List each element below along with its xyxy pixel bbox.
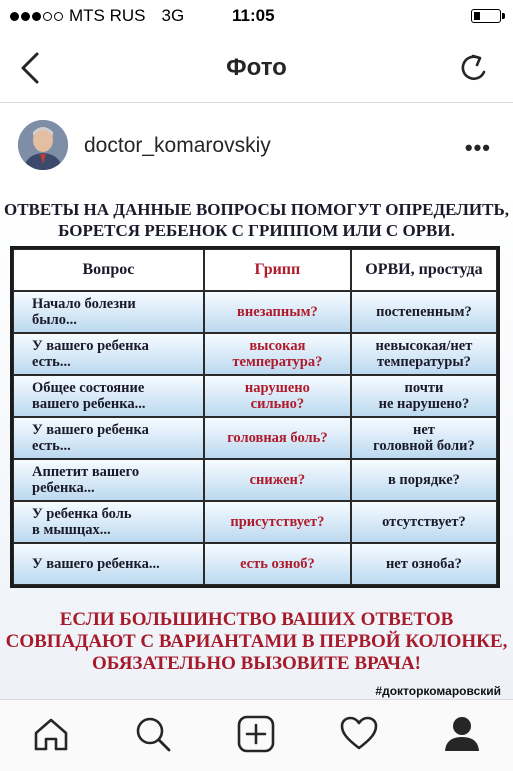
cell-line: внезапным?: [237, 304, 318, 320]
table-row: [13, 291, 497, 333]
signal-strength-icon: [10, 12, 63, 21]
cold-cell: [351, 417, 497, 459]
cell-line: Аппетит вашего: [32, 464, 140, 480]
table-row: [13, 333, 497, 375]
table-row: [13, 543, 497, 585]
cell-line: есть озноб?: [240, 556, 315, 572]
header-cold: ОРВИ, простуда: [351, 249, 497, 291]
cell-line: нарушено: [244, 380, 310, 396]
cell-line: есть...: [32, 354, 71, 370]
cell-line: постепенным?: [376, 304, 472, 320]
cell-line: головная боль?: [227, 430, 328, 446]
cell-line: было...: [32, 312, 77, 328]
table-row: [13, 459, 497, 501]
question-cell: [13, 543, 204, 585]
heart-icon: [339, 714, 379, 754]
hashtag: #докторкомаровский: [375, 684, 501, 698]
signal-dot: [43, 12, 52, 21]
cold-cell: [351, 333, 497, 375]
question-cell: [13, 417, 204, 459]
flu-cell: [204, 375, 351, 417]
cell-line: в мышцах...: [32, 522, 111, 538]
title-line: ОТВЕТЫ НА ДАННЫЕ ВОПРОСЫ ПОМОГУТ ОПРЕДЕЛИТЬ,: [4, 200, 509, 219]
cold-cell: [351, 375, 497, 417]
cell-line: в порядке?: [387, 472, 460, 488]
cell-line: не нарушено?: [378, 396, 470, 412]
refresh-button[interactable]: [457, 50, 491, 86]
tab-bar: [0, 699, 513, 771]
cell-line: невысокая/нет: [375, 338, 473, 354]
username[interactable]: doctor_komarovskiy: [84, 134, 271, 157]
add-post-icon: [236, 714, 276, 754]
cell-line: почти: [404, 380, 444, 396]
avatar[interactable]: [18, 120, 68, 170]
table-row: [13, 375, 497, 417]
cell-line: головной боли?: [373, 438, 475, 454]
header-question: Вопрос: [13, 249, 204, 291]
cell-line: У вашего ребенка...: [32, 556, 160, 572]
comparison-table: [10, 246, 500, 588]
battery-level: [474, 12, 480, 20]
tab-activity[interactable]: [339, 714, 379, 754]
signal-dot: [21, 12, 30, 21]
cell-line: У вашего ребенка: [32, 422, 149, 438]
cell-line: У вашего ребенка: [32, 338, 149, 354]
tab-home[interactable]: [31, 714, 71, 754]
flu-cell: [204, 459, 351, 501]
status-left: [10, 6, 184, 26]
flu-cell: [204, 543, 351, 585]
cold-cell: [351, 459, 497, 501]
home-icon: [31, 714, 71, 754]
signal-dot: [10, 12, 19, 21]
table-row: [13, 417, 497, 459]
battery-cap: [502, 13, 505, 19]
flu-cell: [204, 501, 351, 543]
tab-search[interactable]: [133, 714, 173, 754]
cell-line: Общее состояние: [32, 380, 145, 396]
carrier-name: MTS RUS: [69, 6, 146, 25]
signal-dot: [54, 12, 63, 21]
cell-line: снижен?: [249, 472, 306, 488]
question-cell: [13, 501, 204, 543]
question-cell: [13, 333, 204, 375]
cell-line: У ребенка боль: [32, 506, 132, 522]
post-header: [0, 103, 513, 189]
nav-bar: [0, 34, 513, 103]
flu-cell: [204, 291, 351, 333]
refresh-icon: [457, 50, 491, 86]
title-line: БОРЕТСЯ РЕБЕНОК С ГРИППОМ ИЛИ С ОРВИ.: [58, 221, 455, 240]
status-time: 11:05: [232, 6, 275, 25]
cold-cell: [351, 543, 497, 585]
status-bar: [0, 0, 513, 34]
avatar-image: [18, 120, 68, 170]
cell-line: сильно?: [250, 396, 305, 412]
warning-line: ЕСЛИ БОЛЬШИНСТВО ВАШИХ ОТВЕТОВ: [59, 609, 454, 630]
cell-line: высокая: [249, 338, 306, 354]
cell-line: присутствует?: [230, 514, 325, 530]
post-image: [0, 189, 513, 699]
cold-cell: [351, 291, 497, 333]
page-title: Фото: [226, 54, 287, 81]
cell-line: температуры?: [376, 354, 471, 370]
cell-line: Начало болезни: [32, 296, 136, 312]
cell-line: температура?: [232, 354, 323, 370]
table-row: [13, 501, 497, 543]
cell-line: отсутствует?: [382, 514, 466, 530]
header-flu: Грипп: [204, 249, 351, 291]
network-type: 3G: [161, 6, 185, 25]
warning-message: [0, 609, 513, 675]
cold-cell: [351, 501, 497, 543]
cell-line: есть...: [32, 438, 71, 454]
battery-icon: [471, 9, 501, 23]
more-options-button[interactable]: •••: [464, 135, 491, 160]
search-icon: [133, 714, 173, 754]
cell-line: вашего ребенка...: [32, 396, 146, 412]
question-cell: [13, 459, 204, 501]
warning-line: ОБЯЗАТЕЛЬНО ВЫЗОВИТЕ ВРАЧА!: [92, 653, 421, 674]
cell-line: нет: [412, 422, 435, 438]
tab-new-post[interactable]: [236, 714, 276, 754]
warning-line: СОВПАДАЮТ С ВАРИАНТАМИ В ПЕРВОЙ КОЛОНКЕ,: [5, 631, 508, 652]
flu-cell: [204, 333, 351, 375]
cell-line: нет озноба?: [385, 556, 462, 572]
flu-cell: [204, 417, 351, 459]
table-header-row: [13, 249, 497, 291]
question-cell: [13, 375, 204, 417]
signal-dot: [32, 12, 41, 21]
question-cell: [13, 291, 204, 333]
tab-profile[interactable]: [442, 714, 482, 754]
profile-icon: [442, 714, 482, 754]
infographic-title: [0, 199, 513, 241]
cell-line: ребенка...: [32, 480, 95, 496]
